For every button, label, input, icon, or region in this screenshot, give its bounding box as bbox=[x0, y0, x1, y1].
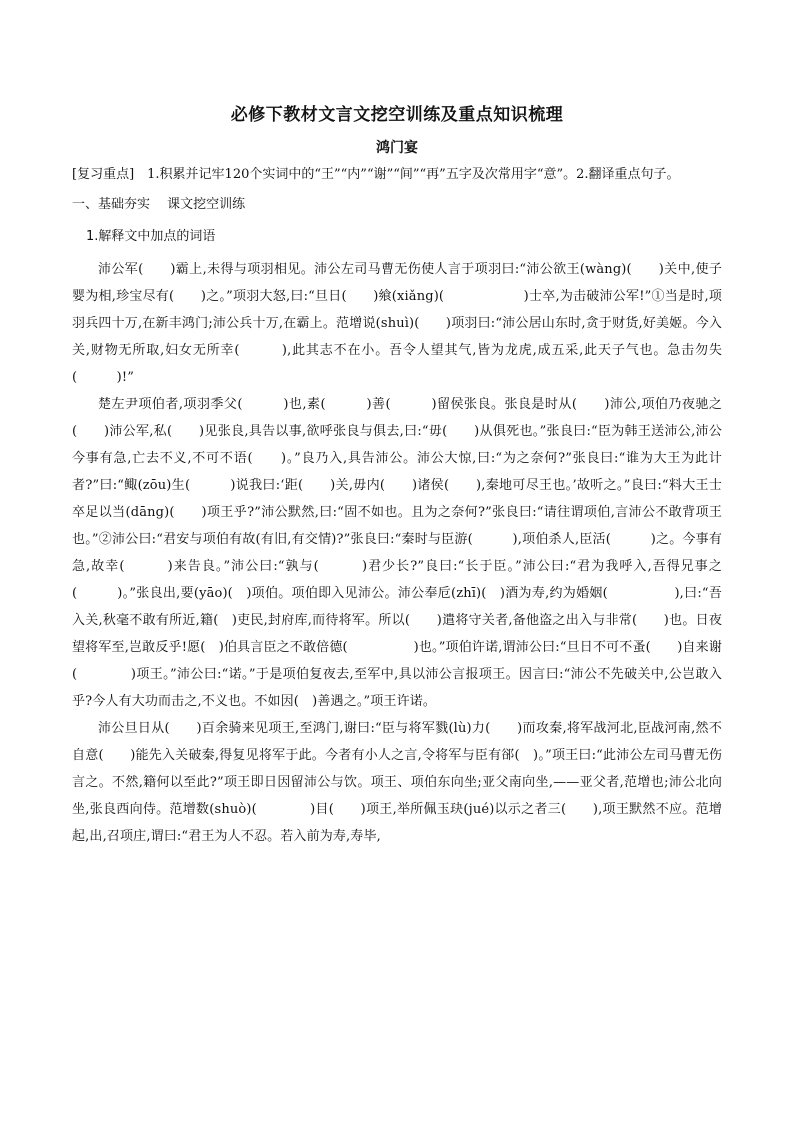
text-paragraph-2: 楚左尹项伯者,项羽季父( )也,素( )善( )留侯张良。张良是时从( )沛公,项伯乃夜驰之( )沛公军,私( )见张良,具告以事,欲呼张良与俱去,曰:“毋( )从俱死也。”张良曰:“臣为韩王送沛公,沛公今事有急,亡去不义,不可不语( )。”良乃入,具告沛公。沛公大惊,曰:“为之奈何?”张良曰:“谁为大王为此计者?”曰:“鲰(zōu)生( )说我曰:‘距( )关,毋内( )诸侯( ),秦地可尽王也。’故听之。”良曰:“料大王士卒足以当(dāng)( )项王乎?”沛公默然,曰:“固不如也。且为之奈何?”张良曰:“请往谓项伯,言沛公不敢背项王也。”②沛公曰:“君安与项伯有故(有旧,有交情)?”张良曰:“秦时与臣游( ),项伯杀人,臣活( )之。今事有急,故幸( )来告良。”沛公曰:“孰与( )君少长?”良曰:“长于臣。”沛公曰:“君为我呼入,吾得兄事之( )。”张良出,要(yāo)( )项伯。项伯即入见沛公。沛公奉卮(zhī)( )酒为寿,约为婚姻( ),曰:“吾入关,秋毫不敢有所近,籍( )吏民,封府库,而待将军。所以( )遣将守关者,备他盗之出入与非常( )也。日夜望将军至,岂敢反乎!愿( )伯具言臣之不敢倍德( )也。”项伯许诺,谓沛公曰:“旦日不可不蚤( )自来谢( )项王。”沛公曰:“诺。”于是项伯复夜去,至军中,具以沛公言报项王。因言曰:“沛公不先破关中,公岂敢入乎?今人有大功而击之,不义也。不如因( )善遇之。”项王许诺。 bbox=[72, 397, 722, 709]
section-heading: 一、基础夯实 课文挖空训练 bbox=[72, 197, 246, 212]
review-focus: [复习重点] 1.积累并记牢120个实词中的“王”“内”“谢”“间”“再”五字及次常用字“意”。2.翻译重点句子。 bbox=[72, 167, 680, 182]
text-paragraph-1: 沛公军( )霸上,未得与项羽相见。沛公左司马曹无伤使人言于项羽曰:“沛公欲王(wàng)( )关中,使子婴为相,珍宝尽有( )之。”项羽大怒,曰:“旦日( )飨(xiǎng)( )士卒,为击破沛公军!”①当是时,项羽兵四十万,在新丰鸿门;沛公兵十万,在霸上。范增说(shuì)( )项羽曰:“沛公居山东时,贪于财货,好美姬。今入关,财物无所取,妇女无所幸( ),此其志不在小。吾令人望其气,皆为龙虎,成五采,此天子气也。急击勿失( )!” bbox=[72, 262, 722, 385]
text-paragraph-3: 沛公旦日从( )百余骑来见项王,至鸿门,谢曰:“臣与将军戮(lù)力( )而攻秦,将军战河北,臣战河南,然不自意( )能先入关破秦,得复见将军于此。今者有小人之言,令将军与臣有郤( )。”项王曰:“此沛公左司马曹无伤言之。不然,籍何以至此?”项王即日因留沛公与饮。项王、项伯东向坐;亚父南向坐,——亚父者,范增也;沛公北向坐,张良西向侍。范增数(shuò)( )目( )项王,举所佩玉玦(jué)以示之者三( ),项王默然不应。范增起,出,召项庄,谓曰:“君王为人不忍。若入前为寿,寿毕, bbox=[72, 721, 722, 844]
document-title: 必修下教材文言文挖空训练及重点知识梳理 bbox=[230, 105, 564, 125]
exercise-heading: 1.解释文中加点的词语 bbox=[86, 229, 216, 244]
lesson-title: 鸿门宴 bbox=[376, 140, 418, 156]
document-content bbox=[72, 100, 722, 850]
